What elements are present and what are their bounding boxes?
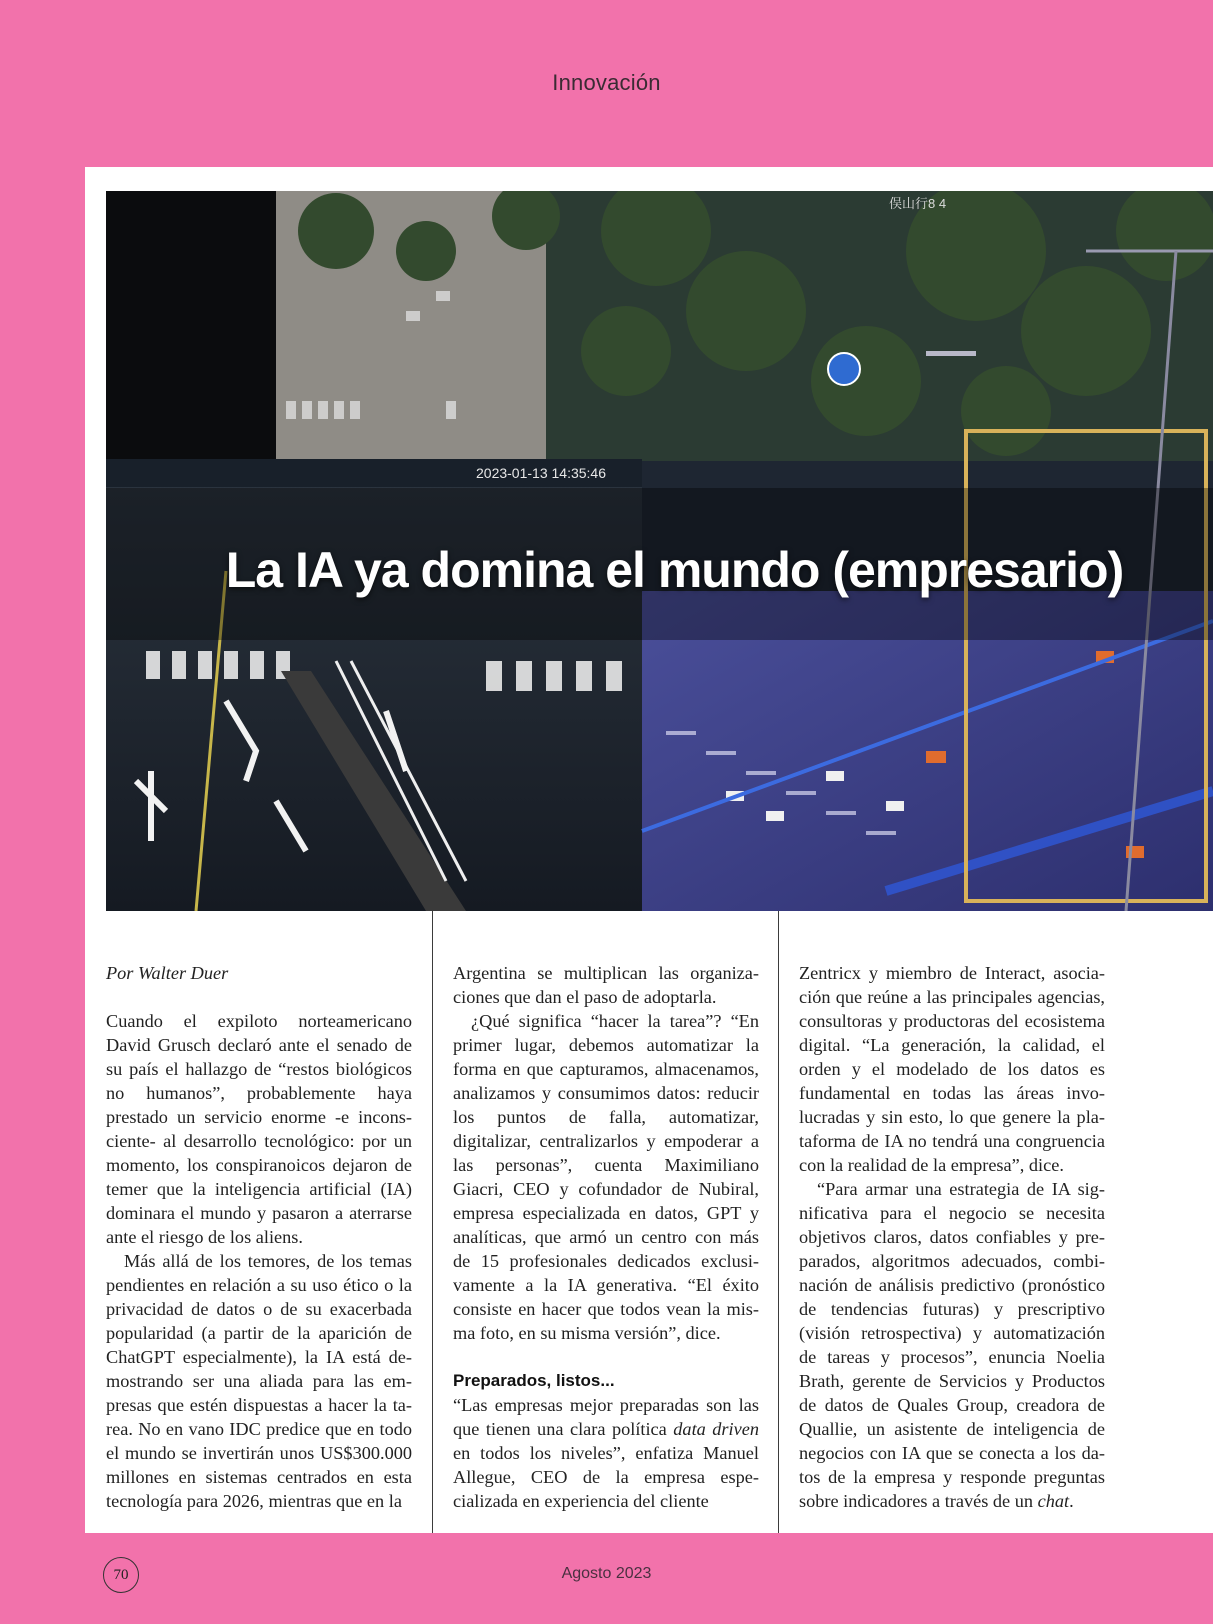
emphasis-text: data driven	[673, 1419, 759, 1439]
section-subhead: Preparados, listos...	[453, 1371, 615, 1390]
paragraph: Zentricx y miembro de Interact, asociación que reúne a las principales agencias, consultoras y productoras del ecosistema digital. “La generación, la calidad, el orden y el modelado de los datos es fundamental en todas las áreas involucradas y sin esto, lo que genere la plataforma de IA no tendrá una congruencia con la realidad de la empresa”, dice.	[799, 963, 1105, 1175]
byline: Por Walter Duer	[106, 963, 229, 983]
article-title: La IA ya domina el mundo (empresario)	[225, 542, 1124, 598]
issue-date: Agosto 2023	[561, 1565, 652, 1582]
paragraph: Argentina se multiplican las organizaciones que dan el paso de adoptarla.	[453, 963, 759, 1007]
paragraph	[799, 1177, 1105, 1513]
paragraph: Más allá de los temores, de los temas pendientes en relación a su uso ético o la privacidad de datos o de su exacerbada popularidad (a partir de la aparición de ChatGPT especialmente), la IA está demostrando ser una aliada para las empresas que estén dispuestas a hacer la tarea. No en vano IDC predice que en todo el mundo se invertirán unos US$300.000 millones en sistemas centrados en esta tecnología para 2026, mientras que en la	[106, 1251, 412, 1511]
paragraph-text: “Las empresas mejor preparadas son las que tienen una clara política	[453, 1395, 759, 1439]
paragraph-text: en todos los niveles”, enfatiza Manuel Allegue, CEO de la empresa especializada en experiencia del cliente	[453, 1443, 759, 1511]
paragraph: Cuando el expiloto norteamericano David Grusch declaró ante el senado de su país el hallazgo de “restos biológicos no humanos”, probablemente haya prestado un servicio enorme -e inconsciente- al desarrollo tecnológico: por un momento, los conspiranoicos dejaron de temer que la inteligencia artificial (IA) dominara el mundo y pasaron a aterrarse ante el riesgo de los aliens.	[106, 1011, 412, 1247]
paragraph	[453, 1393, 759, 1513]
column-divider	[778, 911, 779, 1533]
emphasis-text: chat	[1037, 1491, 1070, 1511]
overlay-timestamp: 2023-01-13 14:35:46	[476, 465, 606, 481]
article-column-3	[799, 961, 1105, 1513]
hero-image	[106, 191, 1213, 911]
paragraph-text: .	[1069, 1491, 1074, 1511]
column-divider	[432, 911, 433, 1533]
overlay-sign-text: 俣山行8 4	[889, 196, 947, 211]
page-number: 70	[103, 1557, 139, 1593]
article-column-2	[453, 961, 759, 1513]
section-header: Innovación	[552, 70, 661, 95]
paragraph-text: “Para armar una estrategia de IA significativa para el negocio se necesita objetivos claros, datos confiables y preparados, algoritmos adecuados, combinación de análisis predictivo (pronóstico de tendencias futuras) y prescriptivo (visión retrospectiva) y automatización de tareas y procesos”, enuncia Noelia Brath, gerente de Servicios y Productos de datos de Quales Group, creadora de Quallie, un asistente de inteligencia de negocios con IA que se conecta a los datos de la empresa y responde preguntas sobre indicadores a través de un	[799, 1179, 1105, 1511]
paragraph: ¿Qué significa “hacer la tarea”? “En primer lugar, debemos automatizar la forma en que capturamos, almacenamos, analizamos y consumimos datos: reducir los puntos de falla, automatizar, digitalizar, centralizarlos y empoderar a las personas”, cuenta Maximiliano Giacri, CEO y cofundador de Nubiral, empresa especializada en datos, GPT y analíticas, que armó un centro con más de 15 profesionales dedicados exclusivamente a la IA generativa. “El éxito consiste en hacer que todos vean la misma foto, en su misma versión”, dice.	[453, 1011, 759, 1343]
article-column-1	[106, 961, 412, 1513]
